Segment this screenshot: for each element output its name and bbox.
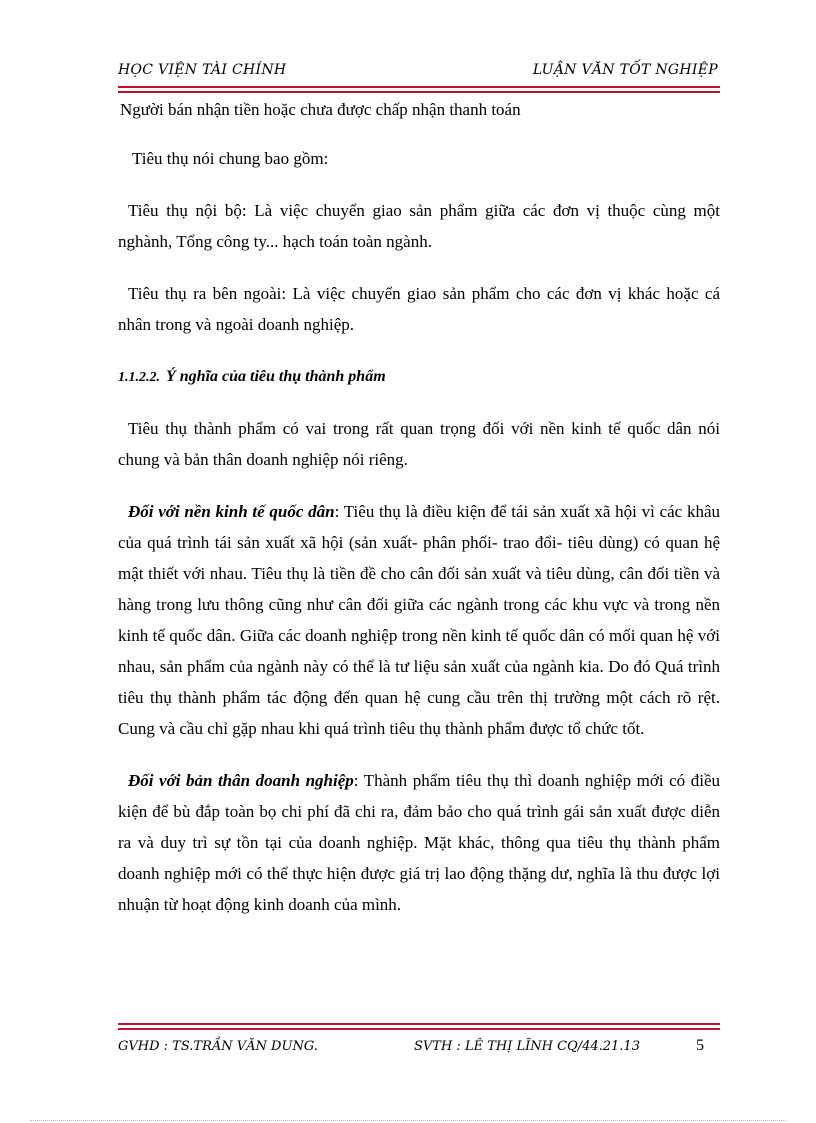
paragraph: Tiêu thụ ra bên ngoài: Là việc chuyển giao sản phẩm cho các đơn vị khác hoặc cá nhân trong và ngoài doanh nghiệp. [118,284,720,334]
paragraph [118,765,720,920]
header-rule-thick [118,86,720,88]
footer-supervisor: GVHD : TS.TRẦN VĂN DUNG. [118,1039,318,1054]
header-document-type: LUẬN VĂN TỐT NGHIỆP [532,62,718,78]
footer-rule-thin [118,1028,720,1030]
paragraph-text: : Thành phẩm tiêu thụ thì doanh nghiệp mới có điều kiện để bù đắp toàn bọ chi phí đã chi ra, đảm bảo cho quá trình gái sản xuất được diễn ra và duy trì sự tồn tại của doanh nghiệp. Mặt khác, thông qua tiêu thụ thành phẩm doanh nghiệp mới có thể thực hiện được giá trị lao động thặng dư, nghĩa là thu được lợi nhuận từ hoạt động kinh doanh của mình. [118,771,720,914]
section-title: Ý nghĩa của tiêu thụ thành phẩm [166,368,386,385]
header-institution: HỌC VIỆN TÀI CHÍNH [118,62,287,78]
document-body [118,94,720,941]
paragraph: Tiêu thụ nội bộ: Là việc chuyển giao sản phẩm giữa các đơn vị thuộc cùng một nghành, Tổng công ty... hạch toán toàn ngành. [118,201,720,251]
paragraph: Tiêu thụ thành phẩm có vai trong rất quan trọng đối với nền kinh tế quốc dân nói chung và bản thân doanh nghiệp nói riêng. [118,419,720,469]
paragraph-text: : Tiêu thụ là điều kiện để tái sản xuất xã hội vì các khâu của quá trình tái sản xuất xã hội (sản xuất- phân phối- trao đổi- tiêu dùng) có quan hệ mật thiết với nhau. Tiêu thụ là tiền đề cho cân đối sản xuất và tiêu dùng, cân đối tiền và hàng trong lưu thông cũng như cân đối giữa các ngành trong các khu vực và trong nền kinh tế quốc dân. Giữa các doanh nghiệp trong nền kinh tế quốc dân có mối quan hệ với nhau, sản phẩm của ngành này có thể là tư liệu sản xuất của ngành kia. Do đó Quá trình tiêu thụ thành phẩm tác động đến quan hệ cung cầu trên thị trường một cách rõ rệt. Cung và cầu chỉ gặp nhau khi quá trình tiêu thụ thành phẩm được tổ chức tốt. [118,502,721,738]
page-header [118,62,718,84]
paragraph: Người bán nhận tiền hoặc chưa được chấp nhận thanh toán [120,100,521,119]
page-number: 5 [696,1037,704,1054]
paragraph-lead: Đối với bản thân doanh nghiệp [128,771,354,790]
header-rule-thin [118,91,720,93]
footer-rule-thick [118,1023,720,1025]
paragraph-lead: Đối với nền kinh tế quốc dân [128,502,335,521]
paragraph [118,496,720,744]
footer-student: SVTH : LÊ THỊ LĨNH CQ/44.21.13 [414,1039,640,1054]
section-heading [118,361,720,393]
paragraph: Tiêu thụ nói chung bao gồm: [132,149,329,168]
page-footer [118,1035,720,1059]
page-bottom-border [30,1120,786,1121]
section-number: 1.1.2.2. [118,370,160,385]
